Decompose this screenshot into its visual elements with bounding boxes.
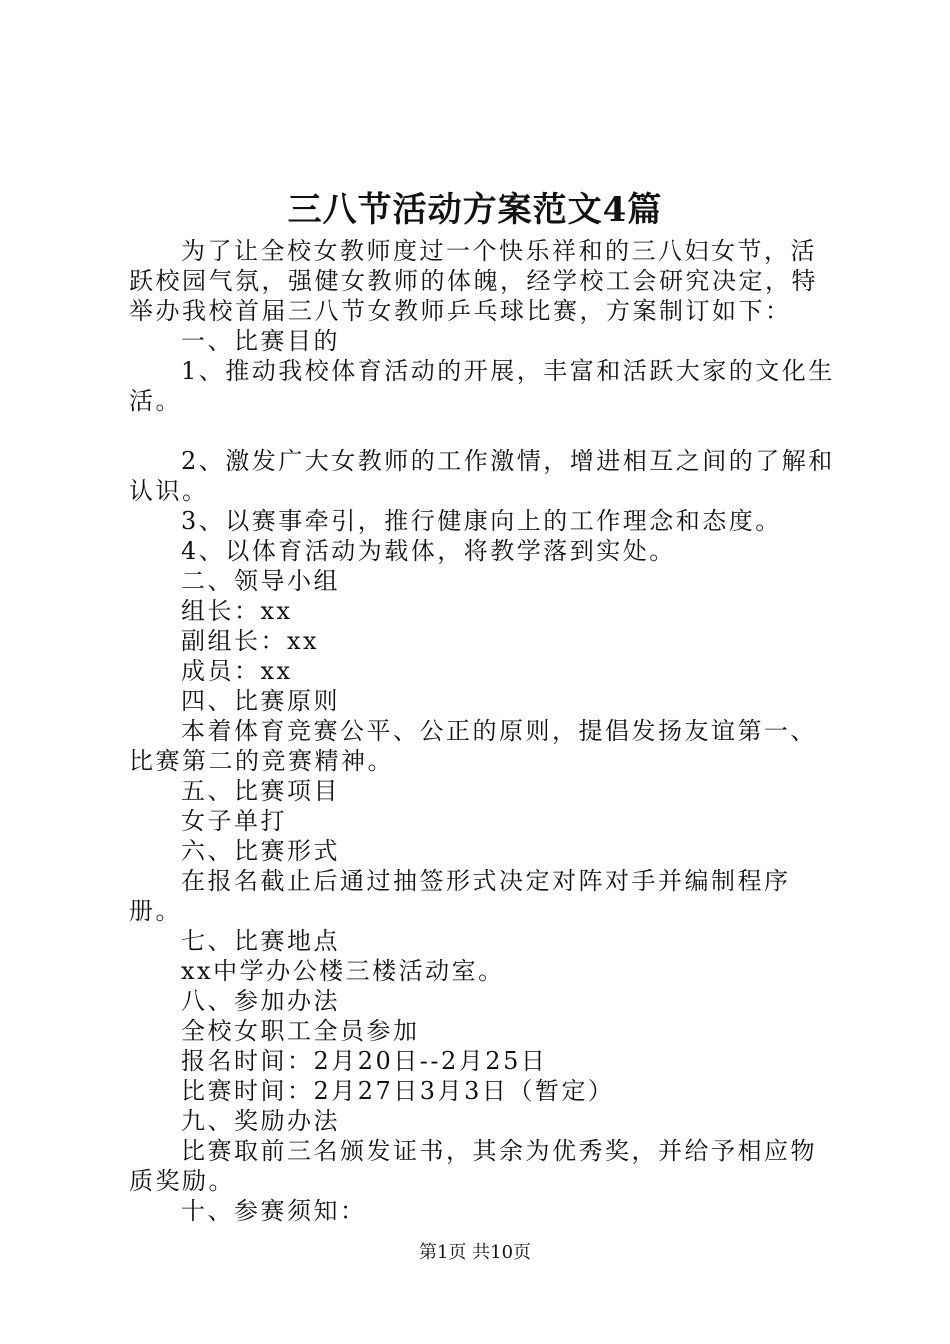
participation-paragraph: 全校女职工全员参加 xyxy=(181,1017,420,1045)
section-heading-purpose: 一、比赛目的 xyxy=(181,327,340,355)
purpose-item-4: 4、以体育活动为载体，将教学落到实处。 xyxy=(181,537,676,565)
venue-paragraph: xx中学办公楼三楼活动室。 xyxy=(181,957,505,985)
section-heading-principle: 四、比赛原则 xyxy=(181,687,340,715)
document-body xyxy=(129,236,841,1226)
members-line: 成员：xx xyxy=(181,657,293,685)
section-heading-venue: 七、比赛地点 xyxy=(181,927,340,955)
purpose-item-2: 2、激发广大女教师的工作激情，增进相互之间的了解和认识。 xyxy=(129,447,835,505)
section-heading-format: 六、比赛形式 xyxy=(181,837,340,865)
event-paragraph: 女子单打 xyxy=(181,807,287,835)
awards-paragraph: 比赛取前三名颁发证书，其余为优秀奖，并给予相应物质奖励。 xyxy=(129,1137,817,1195)
section-heading-leadership: 二、领导小组 xyxy=(181,567,340,595)
principle-paragraph: 本着体育竞赛公平、公正的原则，提倡发扬友谊第一、比赛第二的竞赛精神。 xyxy=(129,717,817,775)
deputy-leader-line: 副组长：xx xyxy=(181,627,320,655)
intro-paragraph: 为了让全校女教师度过一个快乐祥和的三八妇女节，活跃校园气氛，强健女教师的体魄，经学校工会研究决定，特举办我校首届三八节女教师乒乓球比赛，方案制订如下： xyxy=(129,237,818,325)
section-heading-event: 五、比赛项目 xyxy=(181,777,340,805)
section-heading-participation: 八、参加办法 xyxy=(181,987,340,1015)
leader-line: 组长：xx xyxy=(181,597,293,625)
page-footer: 第1页 共10页 xyxy=(418,1242,532,1263)
section-heading-awards: 九、奖励办法 xyxy=(181,1107,340,1135)
purpose-item-3: 3、以赛事牵引，推行健康向上的工作理念和态度。 xyxy=(181,507,782,535)
purpose-item-1: 1、推动我校体育活动的开展，丰富和活跃大家的文化生活。 xyxy=(129,357,835,415)
document-title: 三八节活动方案范文4篇 xyxy=(287,190,663,230)
section-heading-notes: 十、参赛须知： xyxy=(181,1197,367,1225)
format-paragraph: 在报名截止后通过抽签形式决定对阵对手并编制程序册。 xyxy=(129,867,791,925)
competition-time: 比赛时间：2月27日3月3日（暂定） xyxy=(181,1077,615,1105)
registration-time: 报名时间：2月20日--2月25日 xyxy=(181,1047,548,1075)
